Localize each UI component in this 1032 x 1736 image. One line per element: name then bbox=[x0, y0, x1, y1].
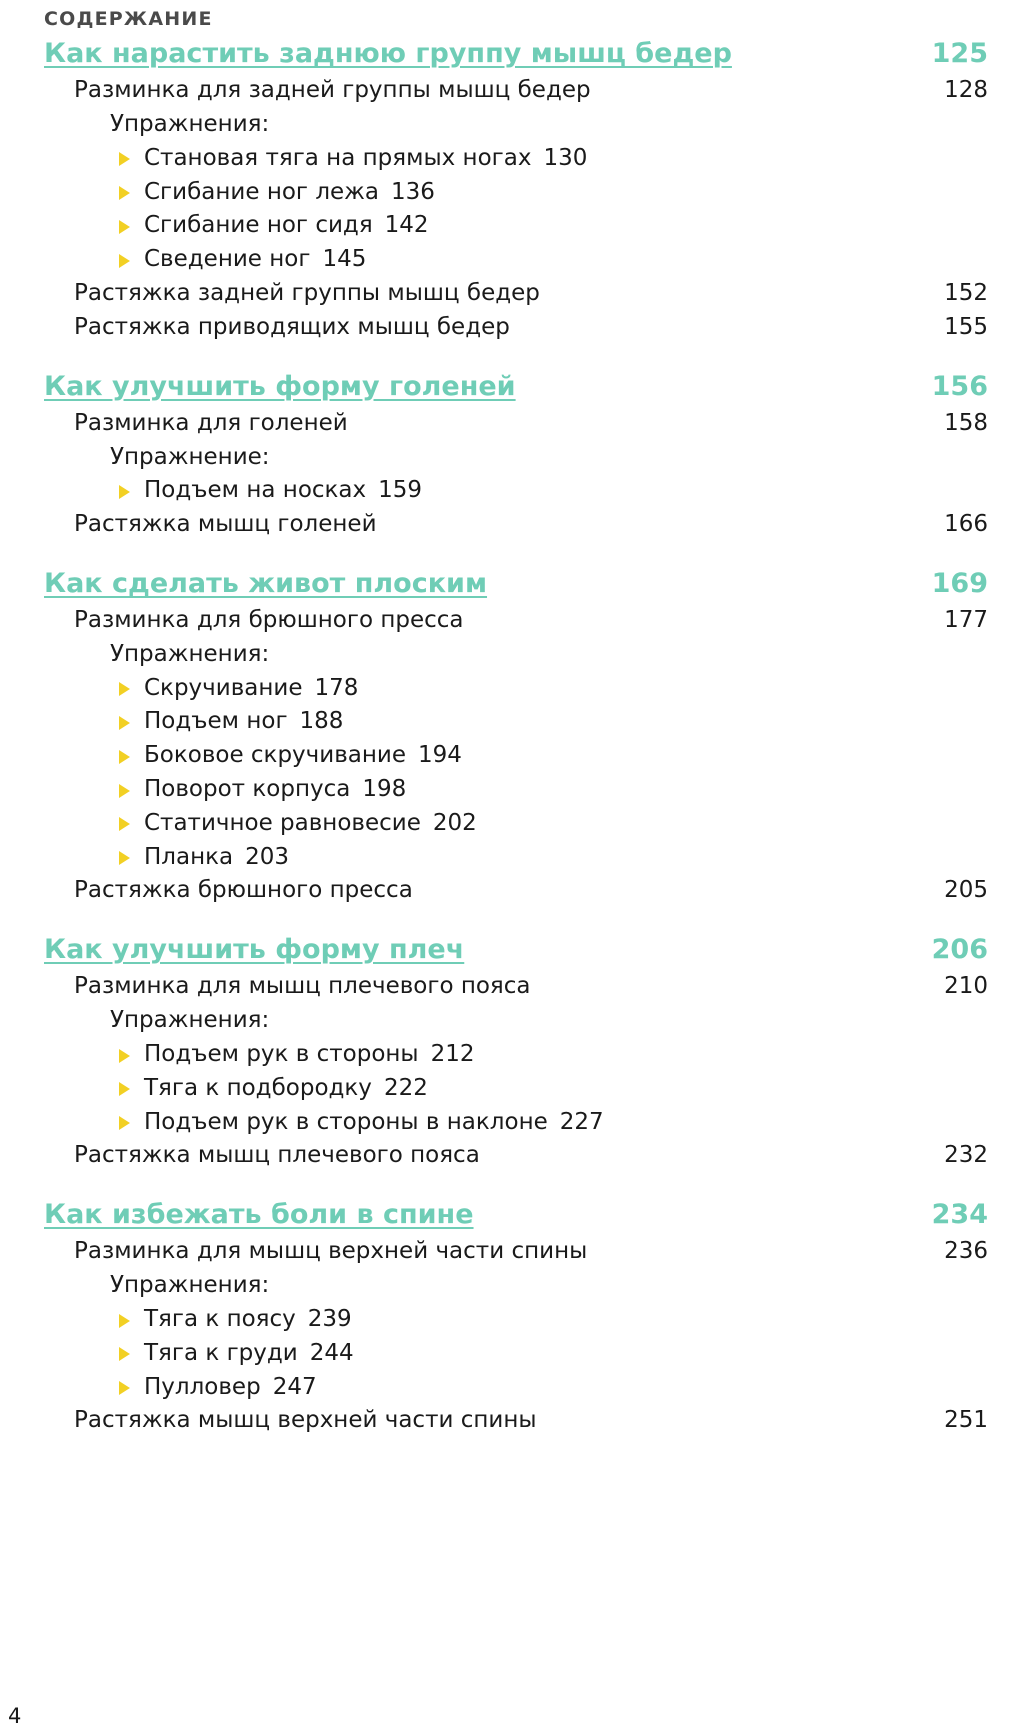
chapter-entry[interactable] bbox=[44, 369, 988, 405]
triangle-bullet-icon bbox=[119, 784, 130, 798]
toc-exercise-title[interactable]: Подъем рук в стороны bbox=[144, 1041, 419, 1068]
toc-exercise-page-number: 222 bbox=[383, 1074, 428, 1101]
toc-exercise-page-number: 194 bbox=[417, 742, 462, 769]
toc-entry-title[interactable]: Разминка для задней группы мышц бедер bbox=[74, 77, 591, 104]
toc-entry[interactable] bbox=[44, 874, 988, 908]
chapter-page-number: 206 bbox=[931, 934, 988, 966]
exercises-label: Упражнения: bbox=[110, 1007, 270, 1034]
toc-entry-title[interactable]: Разминка для голеней bbox=[74, 409, 348, 436]
toc-exercise-title[interactable]: Подъем рук в стороны в наклоне bbox=[144, 1108, 548, 1135]
toc-entry-page-number: 155 bbox=[944, 313, 988, 340]
chapter-title[interactable]: Как улучшить форму голеней bbox=[44, 370, 516, 402]
toc-exercise-title[interactable]: Пулловер bbox=[144, 1373, 261, 1400]
chapter-title[interactable]: Как улучшить форму плеч bbox=[44, 934, 465, 966]
triangle-bullet-icon bbox=[119, 1347, 130, 1361]
toc-entry[interactable] bbox=[44, 604, 988, 638]
toc-entry-title[interactable]: Растяжка мышц верхней части спины bbox=[74, 1407, 537, 1434]
triangle-bullet-icon bbox=[119, 186, 130, 200]
toc-entry-page-number: 128 bbox=[944, 77, 988, 104]
toc-entry-title[interactable]: Растяжка мышц голеней bbox=[74, 511, 377, 538]
triangle-bullet-icon bbox=[119, 682, 130, 696]
triangle-bullet-icon bbox=[119, 152, 130, 166]
toc-exercise-entry[interactable] bbox=[44, 176, 988, 210]
chapter-entry[interactable] bbox=[44, 1197, 988, 1233]
toc-entry[interactable] bbox=[44, 277, 988, 311]
toc-entry[interactable] bbox=[44, 508, 988, 542]
toc-entry[interactable] bbox=[44, 407, 988, 441]
toc-section bbox=[44, 1197, 988, 1438]
toc-exercise-title[interactable]: Скручивание bbox=[144, 674, 303, 701]
toc-exercise-page-number: 145 bbox=[322, 246, 367, 273]
triangle-bullet-icon bbox=[119, 1082, 130, 1096]
toc-exercise-entry[interactable] bbox=[44, 841, 988, 875]
exercises-label: Упражнение: bbox=[110, 443, 270, 470]
toc-entry-title[interactable]: Растяжка брюшного пресса bbox=[74, 877, 413, 904]
toc-section bbox=[44, 566, 988, 908]
triangle-bullet-icon bbox=[119, 716, 130, 730]
chapter-title[interactable]: Как избежать боли в спине bbox=[44, 1199, 474, 1231]
toc-exercise-title[interactable]: Поворот корпуса bbox=[144, 776, 351, 803]
toc-exercise-title[interactable]: Подъем ног bbox=[144, 708, 288, 735]
toc-exercise-title[interactable]: Тяга к груди bbox=[144, 1339, 298, 1366]
exercises-label: Упражнения: bbox=[110, 1272, 270, 1299]
toc-exercise-title[interactable]: Подъем на носках bbox=[144, 477, 367, 504]
triangle-bullet-icon bbox=[119, 485, 130, 499]
chapter-entry[interactable] bbox=[44, 932, 988, 968]
toc-exercise-title[interactable]: Сгибание ног сидя bbox=[144, 212, 373, 239]
toc-exercise-page-number: 247 bbox=[272, 1373, 317, 1400]
toc-exercise-page-number: 212 bbox=[430, 1041, 475, 1068]
toc-exercise-page-number: 159 bbox=[378, 477, 423, 504]
chapter-page-number: 156 bbox=[931, 370, 988, 402]
toc-exercise-title[interactable]: Сгибание ног лежа bbox=[144, 178, 379, 205]
toc-exercise-entry[interactable] bbox=[44, 807, 988, 841]
page-number: 4 bbox=[8, 1704, 22, 1728]
toc-exercise-entry[interactable] bbox=[44, 243, 988, 277]
chapter-entry[interactable] bbox=[44, 36, 988, 72]
chapter-page-number: 234 bbox=[931, 1199, 988, 1231]
toc-entry-page-number: 232 bbox=[944, 1142, 988, 1169]
triangle-bullet-icon bbox=[119, 750, 130, 764]
toc-exercise-entry[interactable] bbox=[44, 705, 988, 739]
toc-entry-page-number: 158 bbox=[944, 409, 988, 436]
toc-entry-page-number: 152 bbox=[944, 279, 988, 306]
toc-entry-title[interactable]: Растяжка мышц плечевого пояса bbox=[74, 1142, 480, 1169]
toc-entry[interactable] bbox=[44, 311, 988, 345]
triangle-bullet-icon bbox=[119, 1314, 130, 1328]
triangle-bullet-icon bbox=[119, 1049, 130, 1063]
toc-entry-page-number: 210 bbox=[944, 973, 988, 1000]
toc-exercise-page-number: 227 bbox=[559, 1108, 604, 1135]
toc-exercise-entry[interactable] bbox=[44, 1106, 988, 1140]
toc-exercise-title[interactable]: Боковое скручивание bbox=[144, 742, 406, 769]
toc-exercise-title[interactable]: Тяга к поясу bbox=[144, 1305, 296, 1332]
toc-exercise-entry[interactable] bbox=[44, 773, 988, 807]
toc-exercise-page-number: 136 bbox=[391, 178, 435, 205]
toc-exercise-entry[interactable] bbox=[44, 1371, 988, 1405]
toc-exercise-page-number: 239 bbox=[307, 1305, 352, 1332]
toc-entry-page-number: 251 bbox=[944, 1407, 988, 1434]
toc-exercise-page-number: 202 bbox=[432, 809, 477, 836]
toc-entry-page-number: 177 bbox=[944, 607, 988, 634]
toc-entry[interactable] bbox=[44, 1235, 988, 1269]
triangle-bullet-icon bbox=[119, 817, 130, 831]
toc-entry[interactable] bbox=[44, 1404, 988, 1438]
toc-exercise-page-number: 244 bbox=[309, 1339, 354, 1366]
chapter-entry[interactable] bbox=[44, 566, 988, 602]
toc-exercise-title[interactable]: Планка bbox=[144, 843, 234, 870]
toc-exercise-entry[interactable] bbox=[44, 1337, 988, 1371]
chapter-page-number: 125 bbox=[931, 38, 988, 69]
toc-exercise-title[interactable]: Становая тяга на прямых ногах bbox=[144, 144, 532, 171]
toc-section bbox=[44, 369, 988, 542]
table-of-contents bbox=[44, 36, 988, 1438]
toc-section bbox=[44, 36, 988, 345]
toc-entry-title[interactable]: Растяжка приводящих мышц бедер bbox=[74, 313, 510, 340]
toc-entry-page-number: 166 bbox=[944, 511, 988, 538]
chapter-page-number: 169 bbox=[931, 567, 988, 599]
toc-entry-title[interactable]: Растяжка задней группы мышц бедер bbox=[74, 279, 540, 306]
toc-exercise-entry[interactable] bbox=[44, 672, 988, 706]
toc-entry-page-number: 236 bbox=[944, 1238, 988, 1265]
toc-exercise-entry[interactable] bbox=[44, 739, 988, 773]
toc-exercise-page-number: 130 bbox=[543, 144, 588, 171]
toc-exercise-title[interactable]: Сведение ног bbox=[144, 246, 311, 273]
toc-entry[interactable] bbox=[44, 74, 988, 108]
toc-exercise-entry[interactable] bbox=[44, 1303, 988, 1337]
triangle-bullet-icon bbox=[119, 851, 130, 865]
toc-exercise-page-number: 178 bbox=[314, 674, 359, 701]
exercises-label: Упражнения: bbox=[110, 110, 270, 137]
toc-entry-title[interactable]: Разминка для мышц верхней части спины bbox=[74, 1238, 588, 1265]
chapter-title[interactable]: Как нарастить заднюю группу мышц бедер bbox=[44, 38, 732, 69]
toc-entry-page-number: 205 bbox=[944, 877, 988, 904]
chapter-title[interactable]: Как сделать живот плоским bbox=[44, 567, 488, 599]
toc-exercise-title[interactable]: Тяга к подбородку bbox=[144, 1074, 372, 1101]
toc-exercise-page-number: 198 bbox=[362, 776, 407, 803]
toc-entry-title[interactable]: Разминка для мышц плечевого пояса bbox=[74, 973, 531, 1000]
toc-exercise-entry[interactable] bbox=[44, 474, 988, 508]
toc-entry-title[interactable]: Разминка для брюшного пресса bbox=[74, 607, 464, 634]
toc-exercise-entry[interactable] bbox=[44, 1072, 988, 1106]
triangle-bullet-icon bbox=[119, 254, 130, 268]
exercises-label: Упражнения: bbox=[110, 640, 270, 667]
triangle-bullet-icon bbox=[119, 1116, 130, 1130]
toc-entry[interactable] bbox=[44, 1139, 988, 1173]
toc-exercise-title[interactable]: Статичное равновесие bbox=[144, 809, 421, 836]
triangle-bullet-icon bbox=[119, 220, 130, 234]
toc-exercise-page-number: 203 bbox=[245, 843, 290, 870]
toc-exercise-page-number: 188 bbox=[299, 708, 344, 735]
toc-section bbox=[44, 932, 988, 1173]
toc-entry[interactable] bbox=[44, 970, 988, 1004]
running-head: СОДЕРЖАНИЕ bbox=[44, 8, 213, 30]
toc-exercise-entry[interactable] bbox=[44, 142, 988, 176]
triangle-bullet-icon bbox=[119, 1381, 130, 1395]
toc-exercise-entry[interactable] bbox=[44, 1038, 988, 1072]
toc-exercise-entry[interactable] bbox=[44, 209, 988, 243]
toc-exercise-page-number: 142 bbox=[384, 212, 429, 239]
